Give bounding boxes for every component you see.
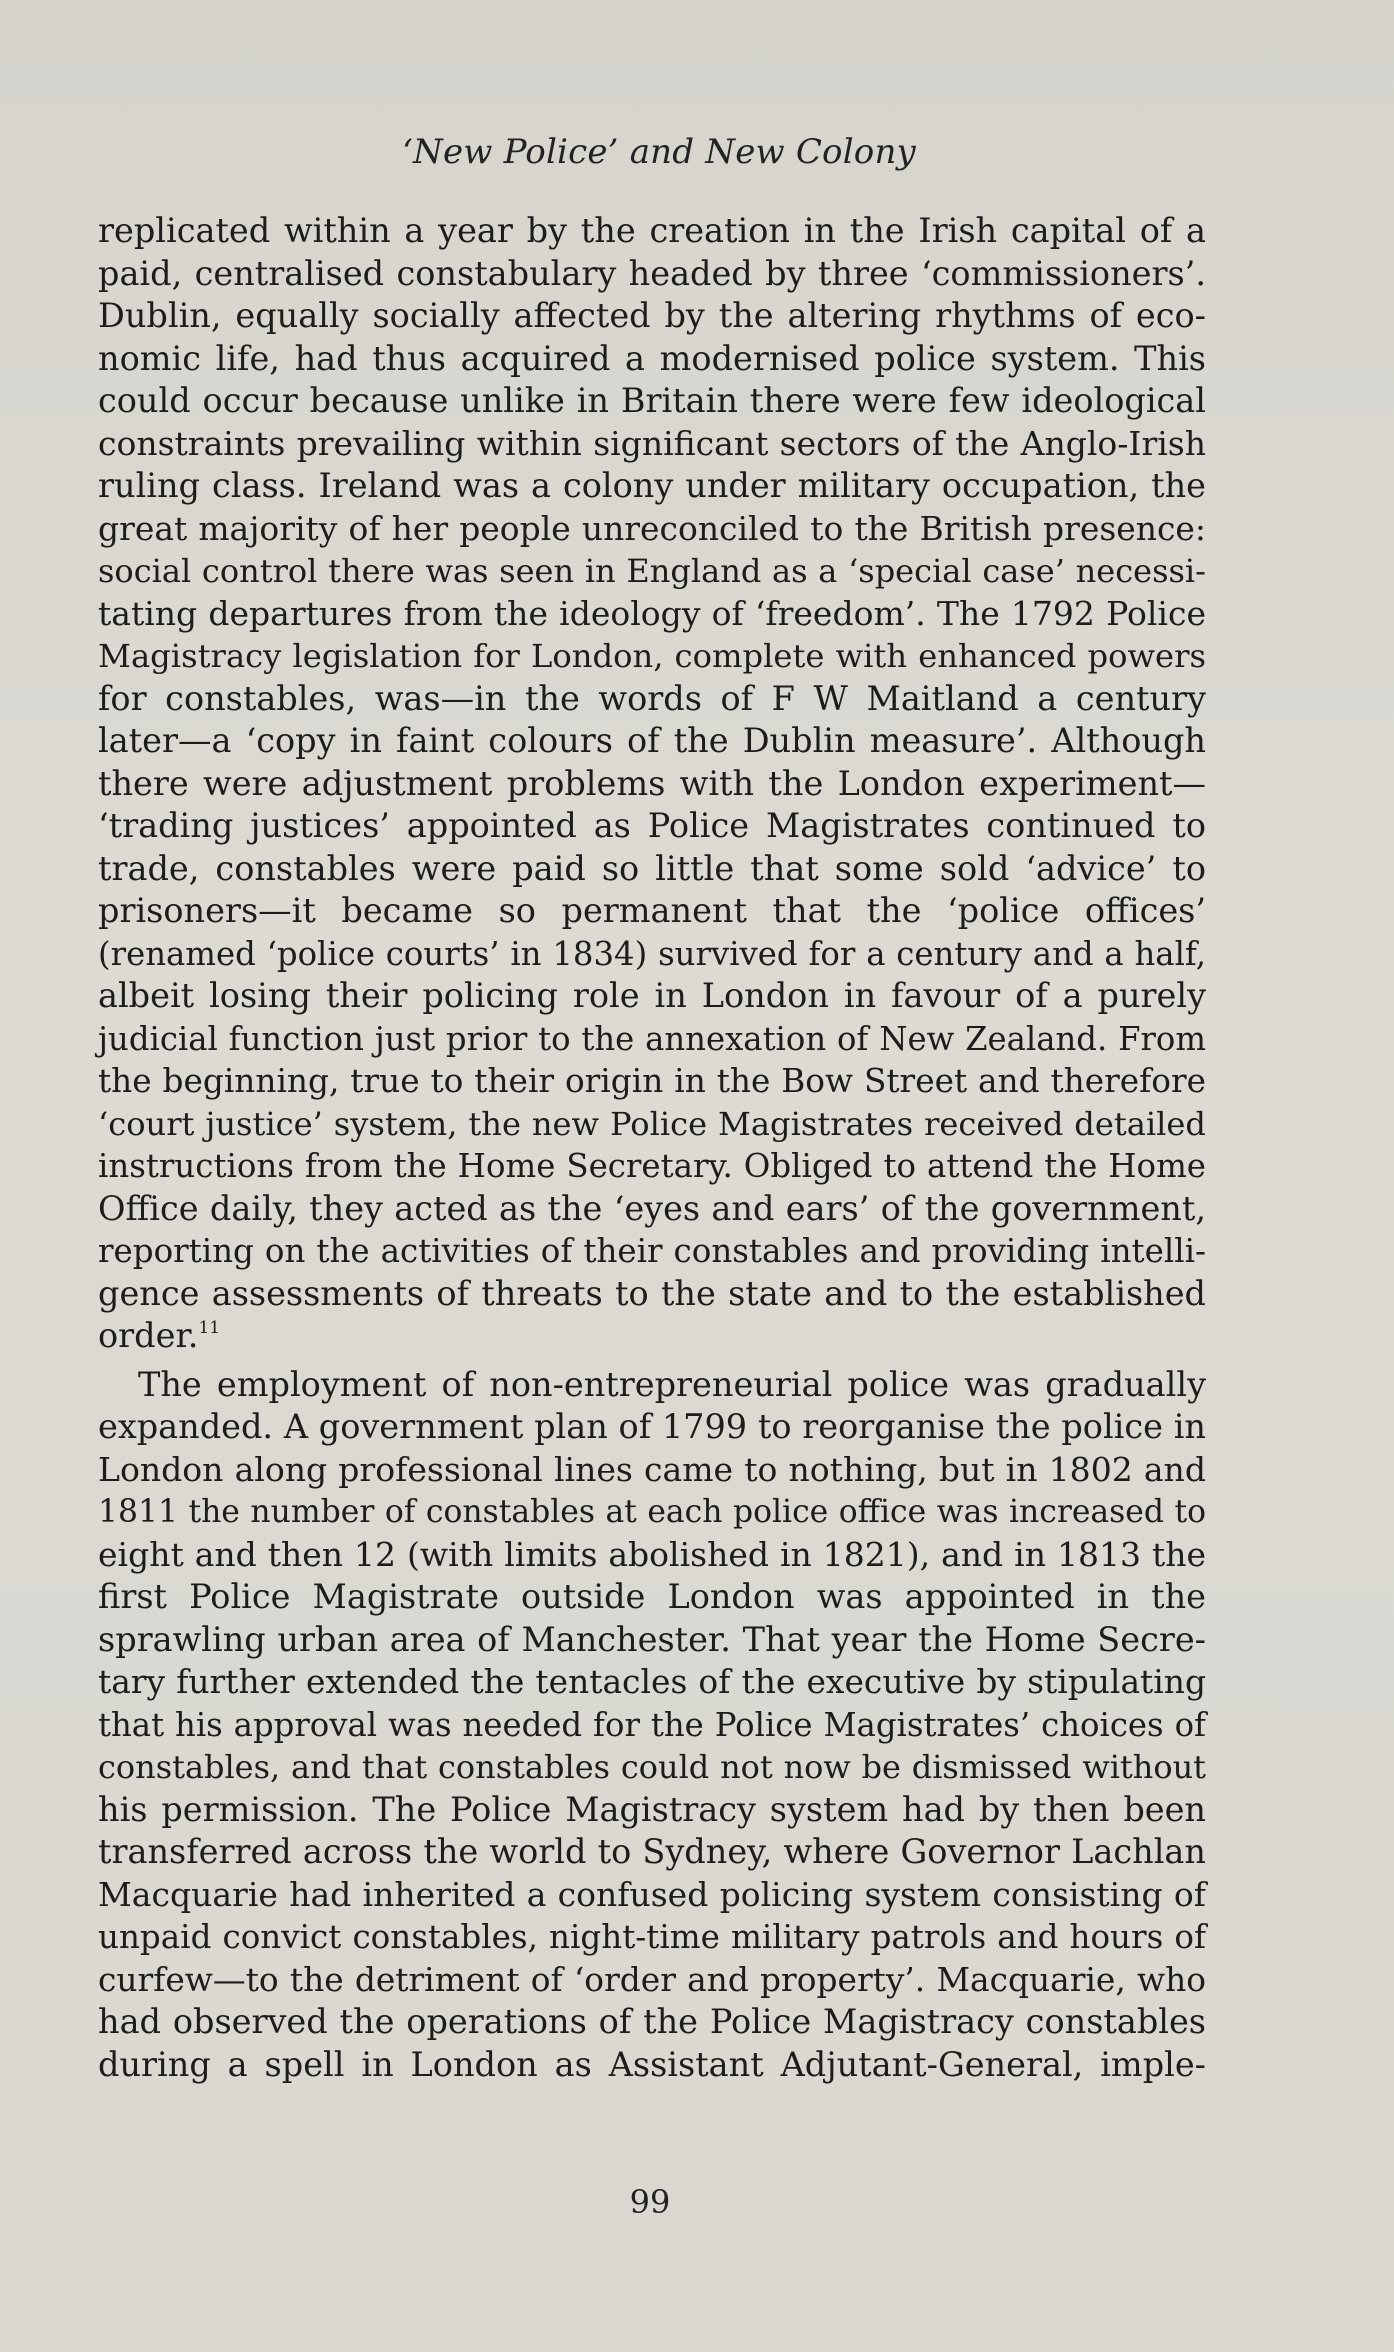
text-line: gence assessments of threats to the state and to the established (98, 1273, 1206, 1313)
text-line: the beginning, true to their origin in the Bow Street and therefore (98, 1062, 1206, 1100)
text-line: London along professional lines came to nothing, but in 1802 and (98, 1449, 1206, 1489)
text-line: trade, constables were paid so little that some sold ‘advice’ to (98, 848, 1206, 888)
text-line: constables, and that constables could not now be dismissed without (98, 1748, 1206, 1786)
text-line: The employment of non-entrepreneurial police was gradually (138, 1364, 1206, 1404)
text-line: constraints prevailing within significant sectors of the Anglo-Irish (98, 423, 1206, 463)
running-head: ‘New Police’ and New Colony (402, 132, 916, 172)
text-line: Dublin, equally socially affected by the altering rhythms of eco- (98, 296, 1206, 335)
text-line: that his approval was needed for the Police Magistrates’ choices of (98, 1705, 1206, 1744)
text-line: social control there was seen in England as a ‘special case’ necessi- (98, 552, 1206, 590)
text-line: Office daily, they acted as the ‘eyes and ears’ of the government, (98, 1188, 1206, 1228)
paragraph-1 (98, 210, 1206, 1358)
text-line: instructions from the Home Secretary. Obliged to attend the Home (98, 1147, 1206, 1185)
text-line: ruling class. Ireland was a colony under military occupation, the (98, 466, 1206, 505)
body-text (98, 210, 1206, 2086)
text-line: first Police Magistrate outside London was appointed in the (98, 1577, 1206, 1616)
text-line: (renamed ‘police courts’ in 1834) survived for a century and a half, (98, 934, 1206, 973)
text-line: sprawling urban area of Manchester. That year the Home Secre- (98, 1619, 1206, 1659)
text-line: during a spell in London as Assistant Adjutant-General, imple- (98, 2044, 1206, 2084)
footnote-marker[interactable]: 11 (198, 1318, 221, 1338)
text-line: 1811 the number of constables at each police office was increased to (98, 1494, 1206, 1530)
page-number: 99 (629, 2183, 671, 2221)
text-line: reporting on the activities of their constables and providing intelli- (98, 1232, 1206, 1270)
text-line: tating departures from the ideology of ‘freedom’. The 1792 Police (98, 593, 1206, 633)
text-line: prisoners—it became so permanent that the ‘police offices’ (98, 891, 1206, 930)
text-line: great majority of her people unreconciled to the British presence: (98, 508, 1206, 548)
text-line: ‘court justice’ system, the new Police Magistrates received detailed (98, 1104, 1206, 1143)
text-line: expanded. A government plan of 1799 to reorganise the police in (98, 1407, 1206, 1446)
text-line: eight and then 12 (with limits abolished in 1821), and in 1813 the (98, 1534, 1206, 1574)
last-line-text: order. (98, 1316, 199, 1355)
text-line: Macquarie had inherited a confused policing system consisting of (98, 1874, 1206, 1914)
text-line-final (98, 1315, 1206, 1358)
text-line: paid, centralised constabulary headed by three ‘commissioners’. (98, 253, 1206, 293)
text-line: for constables, was—in the words of F W Maitland a century (98, 678, 1206, 718)
text-line: transferred across the world to Sydney, where Governor Lachlan (98, 1832, 1206, 1871)
paragraph-2 (98, 1364, 1206, 2087)
text-line: curfew—to the detriment of ‘order and property’. Macquarie, who (98, 1960, 1206, 1999)
text-line: judicial function just prior to the annexation of New Zealand. From (98, 1019, 1206, 1058)
text-line: tary further extended the tentacles of the executive by stipulating (98, 1662, 1206, 1701)
text-line: later—a ‘copy in faint colours of the Dublin measure’. Although (98, 721, 1206, 760)
text-line: his permission. The Police Magistracy system had by then been (98, 1789, 1206, 1829)
text-line: could occur because unlike in Britain there were few ideological (98, 381, 1206, 420)
text-line: unpaid convict constables, night-time military patrols and hours of (98, 1918, 1206, 1956)
text-line: albeit losing their policing role in London in favour of a purely (98, 976, 1206, 1015)
text-line: there were adjustment problems with the London experiment— (98, 763, 1206, 803)
text-line: replicated within a year by the creation in the Irish capital of a (98, 211, 1206, 250)
text-line: had observed the operations of the Police Magistracy constables (98, 2002, 1206, 2041)
text-line: ‘trading justices’ appointed as Police Magistrates continued to (98, 806, 1206, 845)
text-line: nomic life, had thus acquired a modernised police system. This (98, 338, 1206, 378)
text-line: Magistracy legislation for London, complete with enhanced powers (98, 637, 1206, 675)
